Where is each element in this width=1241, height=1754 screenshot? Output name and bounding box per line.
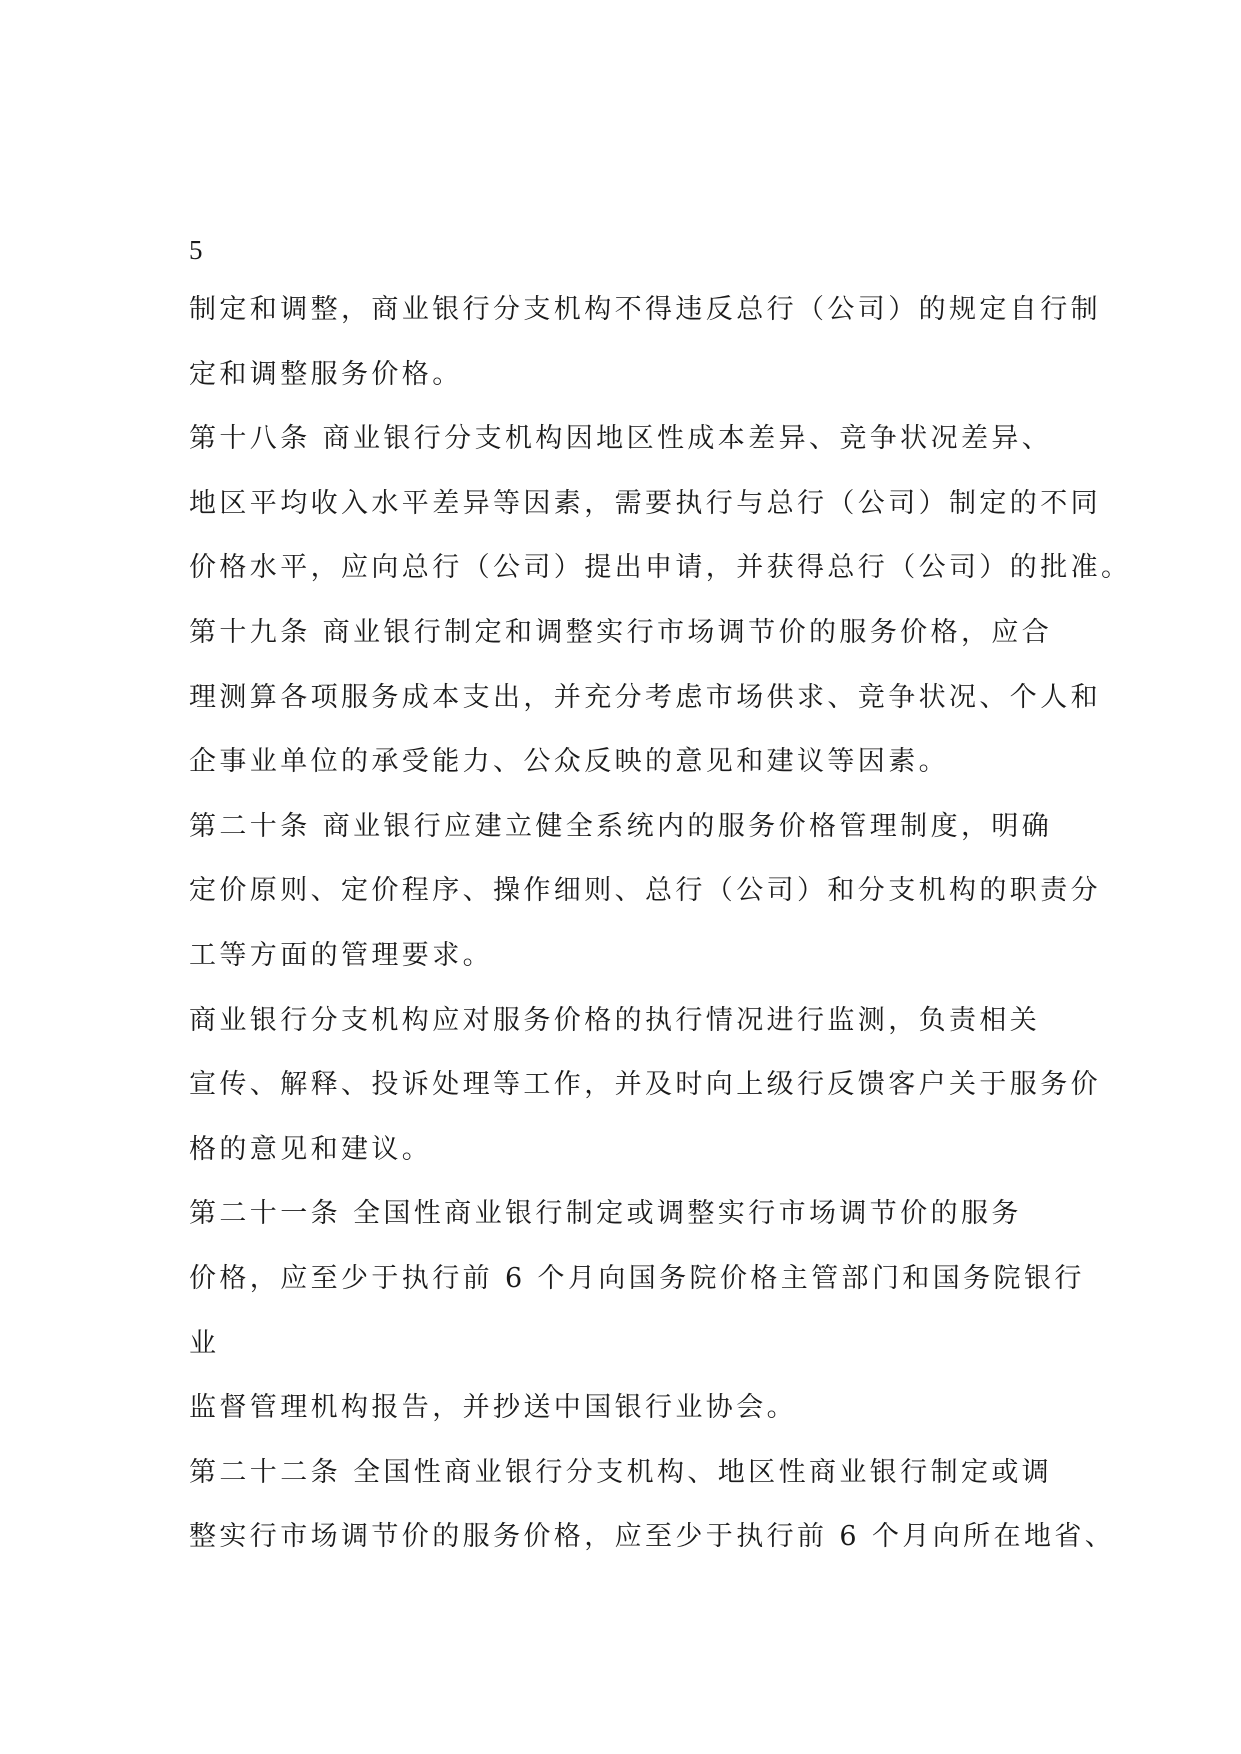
text-line: 第十九条 商业银行制定和调整实行市场调节价的服务价格，应合 xyxy=(189,616,1053,648)
text-line: 业 xyxy=(189,1327,220,1359)
document-body xyxy=(189,292,1132,1584)
text-line: 格的意见和建议。 xyxy=(189,1133,433,1165)
text-line: 第二十二条 全国性商业银行分支机构、地区性商业银行制定或调 xyxy=(189,1456,1053,1488)
text-line: 定和调整服务价格。 xyxy=(189,358,463,390)
text-line: 第二十条 商业银行应建立健全系统内的服务价格管理制度，明确 xyxy=(189,810,1053,842)
text-line: 价格，应至少于执行前 6 个月向国务院价格主管部门和国务院银行 xyxy=(189,1262,1085,1294)
text-line: 定价原则、定价程序、操作细则、总行（公司）和分支机构的职责分 xyxy=(189,875,1101,907)
text-line: 制定和调整，商业银行分支机构不得违反总行（公司）的规定自行制 xyxy=(189,294,1101,325)
text-line: 监督管理机构报告，并抄送中国银行业协会。 xyxy=(189,1392,797,1424)
text-line: 工等方面的管理要求。 xyxy=(189,939,493,971)
text-line: 第二十一条 全国性商业银行制定或调整实行市场调节价的服务 xyxy=(189,1198,1022,1230)
text-line: 商业银行分支机构应对服务价格的执行情况进行监测，负责相关 xyxy=(189,1004,1041,1036)
page-number: 5 xyxy=(189,235,203,265)
text-line: 整实行市场调节价的服务价格，应至少于执行前 6 个月向所在地省、 xyxy=(189,1521,1116,1553)
text-line: 价格水平，应向总行（公司）提出申请，并获得总行（公司）的批准。 xyxy=(189,552,1132,584)
text-line: 第十八条 商业银行分支机构因地区性成本差异、竞争状况差异、 xyxy=(189,423,1053,455)
text-line: 理测算各项服务成本支出，并充分考虑市场供求、竞争状况、个人和 xyxy=(189,681,1101,713)
text-line: 宣传、解释、投诉处理等工作，并及时向上级行反馈客户关于服务价 xyxy=(189,1069,1101,1101)
text-line: 地区平均收入水平差异等因素，需要执行与总行（公司）制定的不同 xyxy=(189,487,1101,519)
text-line: 企事业单位的承受能力、公众反映的意见和建议等因素。 xyxy=(189,746,949,778)
